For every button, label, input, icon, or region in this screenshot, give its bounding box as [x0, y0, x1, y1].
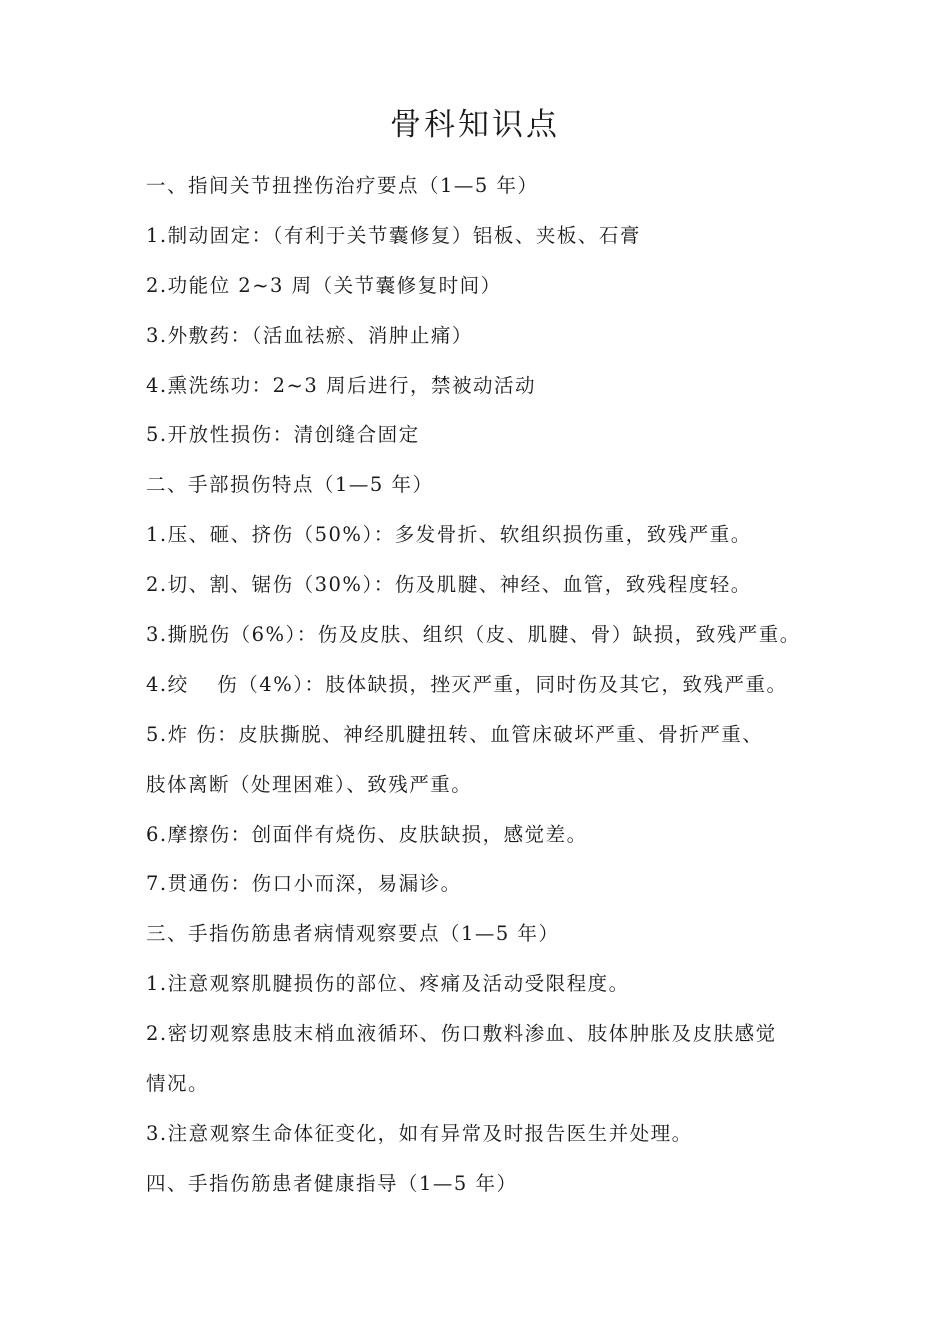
text-line: 2.功能位 2~3 周（关节囊修复时间） — [146, 273, 502, 297]
text-line: 3.外敷药：（活血祛瘀、消肿止痛） — [146, 323, 473, 347]
text-line: 1.压、砸、挤伤（50%）：多发骨折、软组织损伤重，致残严重。 — [146, 523, 752, 547]
text-line: 3.注意观察生命体征变化，如有异常及时报告医生并处理。 — [146, 1121, 693, 1145]
text-line: 1.制动固定：（有利于关节囊修复）铝板、夹板、石膏 — [146, 223, 641, 247]
text-line: 2.密切观察患肢末梢血液循环、伤口敷料渗血、肢体肿胀及皮肤感觉 — [146, 1022, 777, 1046]
text-line: 6.摩擦伤：创面伴有烧伤、皮肤缺损，感觉差。 — [146, 822, 588, 846]
text-line: 1.注意观察肌腱损伤的部位、疼痛及活动受限程度。 — [146, 972, 630, 996]
text-line: 4.绞 伤（4%）：肢体缺损，挫灭严重，同时伤及其它，致残严重。 — [146, 672, 788, 696]
text-line: 5.开放性损伤：清创缝合固定 — [146, 423, 420, 447]
section-heading-2: 二、手部损伤特点（1—5 年） — [146, 473, 434, 497]
text-line: 7.贯通伤：伤口小而深，易漏诊。 — [146, 872, 462, 896]
section-heading-4: 四、手指伤筋患者健康指导（1—5 年） — [146, 1171, 518, 1195]
text-line: 4.熏洗练功：2~3 周后进行，禁被动活动 — [146, 373, 536, 397]
section-heading-3: 三、手指伤筋患者病情观察要点（1—5 年） — [146, 922, 560, 946]
text-line: 5.炸 伤：皮肤撕脱、神经肌腱扭转、血管床破坏严重、骨折严重、 — [146, 722, 764, 746]
text-line: 肢体离断（处理困难）、致残严重。 — [146, 772, 473, 796]
section-heading-1: 一、指间关节扭挫伤治疗要点（1—5 年） — [146, 174, 539, 197]
document-body — [146, 161, 826, 1209]
text-line: 情况。 — [146, 1072, 210, 1096]
text-line: 3.撕脱伤（6%）：伤及皮肤、组织（皮、肌腱、骨）缺损，致残严重。 — [146, 623, 801, 647]
text-line: 2.切、割、锯伤（30%）：伤及肌腱、神经、血管，致残程度轻。 — [146, 573, 752, 597]
page-title: 骨科知识点 — [390, 107, 560, 143]
